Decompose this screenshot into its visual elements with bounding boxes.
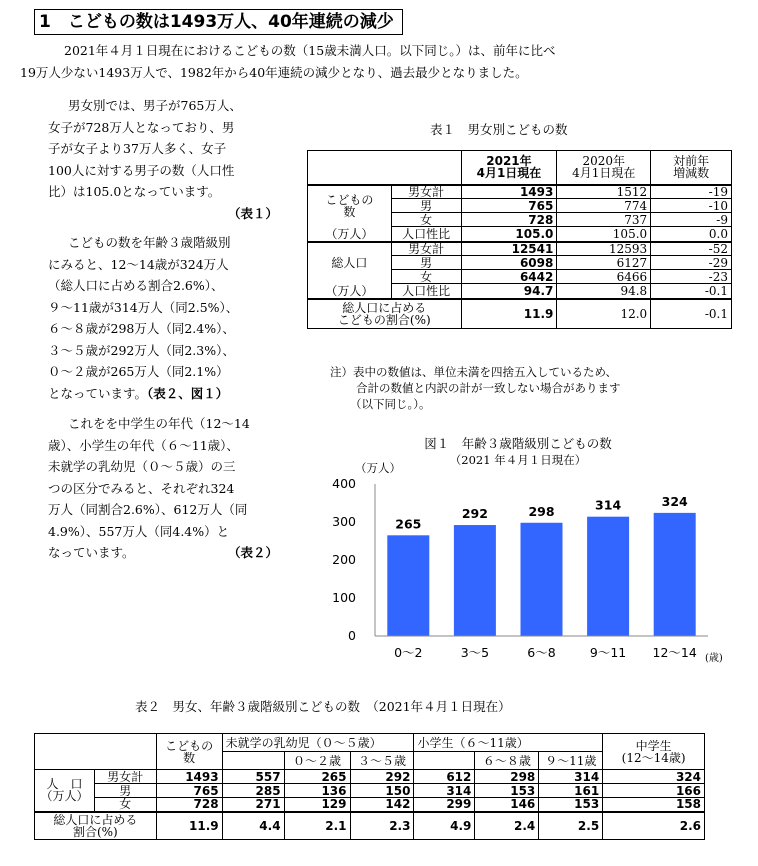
data-label: 265 xyxy=(395,516,422,532)
share-label: 総人口に占める xyxy=(342,300,427,315)
y-tick-label: 100 xyxy=(332,590,356,605)
data-label: 324 xyxy=(661,493,688,509)
value-change: -0.1 xyxy=(651,284,732,299)
header-age9-11: ９～11歳 xyxy=(539,752,603,770)
row-label: 男女計 xyxy=(391,242,461,256)
row-label: 女 xyxy=(391,213,461,227)
value-cell: 153 xyxy=(539,798,603,812)
y-tick-label: 200 xyxy=(332,552,356,567)
value-cell: 298 xyxy=(475,770,539,784)
value-2020: 1512 xyxy=(557,185,651,199)
header-2020: 2020年 xyxy=(582,154,626,169)
bar-5 xyxy=(654,513,696,636)
value-change: -23 xyxy=(651,270,732,284)
value-2020: 94.8 xyxy=(557,284,651,299)
note-line: 注）表中の数値は、単位未満を四捨五入しているため、 xyxy=(330,365,618,379)
header-age6-8: ６～８歳 xyxy=(475,752,539,770)
value-cell: 265 xyxy=(284,770,350,784)
note-line: 合計の数値と内訳の計が一致しない場合があります xyxy=(356,381,621,395)
paragraph-line: となっています。 xyxy=(48,385,148,401)
children-label: こどもの xyxy=(325,193,374,207)
row-label: 男女計 xyxy=(94,770,156,784)
header-age0-2: ０～２歳 xyxy=(284,752,350,770)
value-cell: 161 xyxy=(539,784,603,798)
intro-paragraph xyxy=(20,40,555,83)
value-cell: 158 xyxy=(603,798,705,812)
header-children-2: 数 xyxy=(183,750,196,765)
paragraph-line: 男女別では、男子が765万人、 xyxy=(68,98,242,113)
paragraph-line: 女子が728万人となっており、男 xyxy=(48,119,235,135)
y-tick-label: 0 xyxy=(348,628,356,643)
table-row xyxy=(35,812,705,840)
value-change: -0.1 xyxy=(651,299,732,329)
row-label: 男 xyxy=(94,784,156,798)
paragraph-line: 万人（同割合2.6%）、612万人（同 xyxy=(48,502,248,517)
value-2021: 94.7 xyxy=(461,284,557,299)
value-change: -9 xyxy=(651,213,732,227)
value-cell: 2.6 xyxy=(603,812,705,840)
paragraph-line: 4.9%）、557万人（同4.4%）と xyxy=(48,523,230,539)
intro-line: 19万人少ない1493万人で、1982年から40年連続の減少となり、過去最少となりました。 xyxy=(20,64,528,80)
paragraph-line: 比）は105.0となっています。 xyxy=(48,184,221,199)
value-cell: 314 xyxy=(539,770,603,784)
header-change: 対前年 xyxy=(673,154,710,169)
value-2021: 6098 xyxy=(461,256,557,270)
value-2020: 6466 xyxy=(557,270,651,284)
table1 xyxy=(307,150,732,329)
header-2021-date: 4月1日現在 xyxy=(476,166,542,181)
data-label: 314 xyxy=(595,497,622,513)
x-axis-unit: (歳) xyxy=(705,653,723,664)
value-cell: 4.9 xyxy=(414,812,475,840)
table-row xyxy=(308,185,732,199)
share-label-2: こどもの割合(%) xyxy=(337,312,431,327)
row-label: 人口性比 xyxy=(391,227,461,242)
table-row xyxy=(35,798,705,812)
value-2021: 11.9 xyxy=(461,299,557,329)
x-tick-label: 0～2 xyxy=(394,645,423,660)
x-tick-label: 12～14 xyxy=(652,645,697,660)
table-note xyxy=(330,364,621,412)
table1-reference: （表１） xyxy=(227,205,278,221)
value-cell: 285 xyxy=(222,784,284,798)
header-preschool: 未就学の乳幼児（０～５歳） xyxy=(222,734,414,752)
header-junior: 中学生 xyxy=(635,738,672,753)
table-row xyxy=(308,242,732,256)
table2-reference: （表２） xyxy=(227,545,278,560)
paragraph-line: 100人に対する男子の数（人口性 xyxy=(48,162,235,178)
y-tick-label: 300 xyxy=(332,514,356,529)
value-cell: 324 xyxy=(603,770,705,784)
x-tick-label: 6～8 xyxy=(527,645,556,660)
data-label: 298 xyxy=(528,503,555,519)
header-junior-2: (12～14歳) xyxy=(621,750,686,765)
table-row xyxy=(308,299,732,329)
row-label: 人口性比 xyxy=(391,284,461,299)
value-cell: 314 xyxy=(414,784,475,798)
population-label: 人 口 xyxy=(46,777,83,792)
paragraph-line: 歳）、小学生の年代（６～11歳）、 xyxy=(48,437,239,453)
value-change: 0.0 xyxy=(651,227,732,242)
paragraph-line: ０～２歳が265万人（同2.1%） xyxy=(48,364,229,379)
value-2020: 12593 xyxy=(557,242,651,256)
row-label: 男女計 xyxy=(391,185,461,199)
value-2021: 1493 xyxy=(461,185,557,199)
value-cell: 2.1 xyxy=(284,812,350,840)
x-tick-label: 3～5 xyxy=(460,645,490,660)
value-2021: 12541 xyxy=(461,242,557,256)
value-cell: 11.9 xyxy=(156,812,222,840)
value-2021: 765 xyxy=(461,199,557,213)
value-2020: 12.0 xyxy=(557,299,651,329)
header-children: こどもの xyxy=(165,738,214,753)
value-cell: 612 xyxy=(414,770,475,784)
paragraph-line: ６～８歳が298万人（同2.4%）、 xyxy=(48,321,235,336)
header-2021: 2021年 xyxy=(486,154,532,169)
paragraph-line: つの区分でみると、それぞれ324 xyxy=(48,480,235,496)
children-label-2: 数 xyxy=(343,205,356,219)
value-cell: 2.5 xyxy=(539,812,603,840)
share-label-2: 割合(%) xyxy=(72,824,118,839)
age-group-paragraph xyxy=(48,232,288,404)
value-change: -19 xyxy=(651,185,732,199)
section-heading: 1 こどもの数は1493万人、40年連続の減少 xyxy=(34,9,403,35)
x-tick-label: 9～11 xyxy=(589,645,627,660)
header-age3-5: ３～５歳 xyxy=(350,752,414,770)
value-2021: 728 xyxy=(461,213,557,227)
paragraph-line: なっています。 xyxy=(48,545,135,560)
share-label: 総人口に占める xyxy=(53,812,138,827)
table2 xyxy=(34,733,705,840)
note-line: （以下同じ。）。 xyxy=(350,397,431,411)
header-2020-date: 4月1日現在 xyxy=(572,166,636,181)
unit-label: （万人） xyxy=(308,284,392,299)
value-2020: 105.0 xyxy=(557,227,651,242)
paragraph-line: これをを中学生の年代（12～14 xyxy=(68,416,250,431)
value-cell: 2.3 xyxy=(350,812,414,840)
value-cell: 299 xyxy=(414,798,475,812)
row-label: 女 xyxy=(94,798,156,812)
school-age-paragraph xyxy=(48,413,288,564)
value-cell: 142 xyxy=(350,798,414,812)
data-label: 292 xyxy=(461,506,488,522)
value-cell: 4.4 xyxy=(222,812,284,840)
value-cell: 166 xyxy=(603,784,705,798)
value-change: -52 xyxy=(651,242,732,256)
paragraph-line: （総人口に占める割合2.6%）、 xyxy=(48,278,224,293)
y-tick-label: 400 xyxy=(332,476,356,491)
paragraph-line: 未就学の乳幼児（０～５歳）の三 xyxy=(48,459,236,474)
value-cell: 292 xyxy=(350,770,414,784)
row-label: 女 xyxy=(391,270,461,284)
table2-figure1-reference: （表２、図１） xyxy=(147,385,229,401)
value-cell: 728 xyxy=(156,798,222,812)
total-label: 総人口 xyxy=(308,242,392,284)
figure1-chart xyxy=(300,430,740,670)
paragraph-line: こどもの数を年齢３歳階級別 xyxy=(68,235,231,250)
gender-paragraph xyxy=(48,95,288,224)
value-cell: 129 xyxy=(284,798,350,812)
header-change-2: 増減数 xyxy=(673,166,710,181)
intro-line: 2021年４月１日現在におけるこどもの数（15歳未満人口。以下同じ。）は、前年に比べ xyxy=(64,43,556,58)
population-unit: （万人） xyxy=(40,789,89,804)
value-change: -29 xyxy=(651,256,732,270)
value-cell: 1493 xyxy=(156,770,222,784)
value-change: -10 xyxy=(651,199,732,213)
y-axis-label: （万人） xyxy=(355,461,401,475)
value-cell: 136 xyxy=(284,784,350,798)
table-row xyxy=(308,284,732,299)
value-2020: 6127 xyxy=(557,256,651,270)
header-elementary: 小学生（６～11歳） xyxy=(414,734,603,752)
paragraph-line: ９～11歳が314万人（同2.5%）、 xyxy=(48,299,239,315)
value-cell: 271 xyxy=(222,798,284,812)
value-2020: 737 xyxy=(557,213,651,227)
bar-2 xyxy=(454,525,496,636)
value-cell: 146 xyxy=(475,798,539,812)
bar-4 xyxy=(587,517,629,636)
table-row xyxy=(308,227,732,242)
unit-label: （万人） xyxy=(308,227,392,242)
table-row xyxy=(35,770,705,784)
bar-1 xyxy=(387,535,429,636)
table1-caption: 表１ 男女別こどもの数 xyxy=(430,122,568,137)
bar-3 xyxy=(521,523,563,636)
paragraph-line: にみると、12～14歳が324万人 xyxy=(48,256,229,272)
value-cell: 2.4 xyxy=(475,812,539,840)
value-cell: 765 xyxy=(156,784,222,798)
table-row xyxy=(35,784,705,798)
value-cell: 153 xyxy=(475,784,539,798)
value-cell: 150 xyxy=(350,784,414,798)
chart-subtitle: （2021 年４月１日現在） xyxy=(449,453,587,467)
value-cell: 557 xyxy=(222,770,284,784)
value-2021: 105.0 xyxy=(461,227,557,242)
paragraph-line: ３～５歳が292万人（同2.3%）、 xyxy=(48,342,235,358)
value-2021: 6442 xyxy=(461,270,557,284)
table2-caption: 表２ 男女、年齢３歳階級別こどもの数 （2021年４月１日現在） xyxy=(135,699,511,714)
paragraph-line: 子が女子より37万人多く、女子 xyxy=(48,141,227,156)
value-2020: 774 xyxy=(557,199,651,213)
chart-title: 図１ 年齢３歳階級別こどもの数 xyxy=(424,436,612,451)
row-label: 男 xyxy=(391,199,461,213)
row-label: 男 xyxy=(391,256,461,270)
